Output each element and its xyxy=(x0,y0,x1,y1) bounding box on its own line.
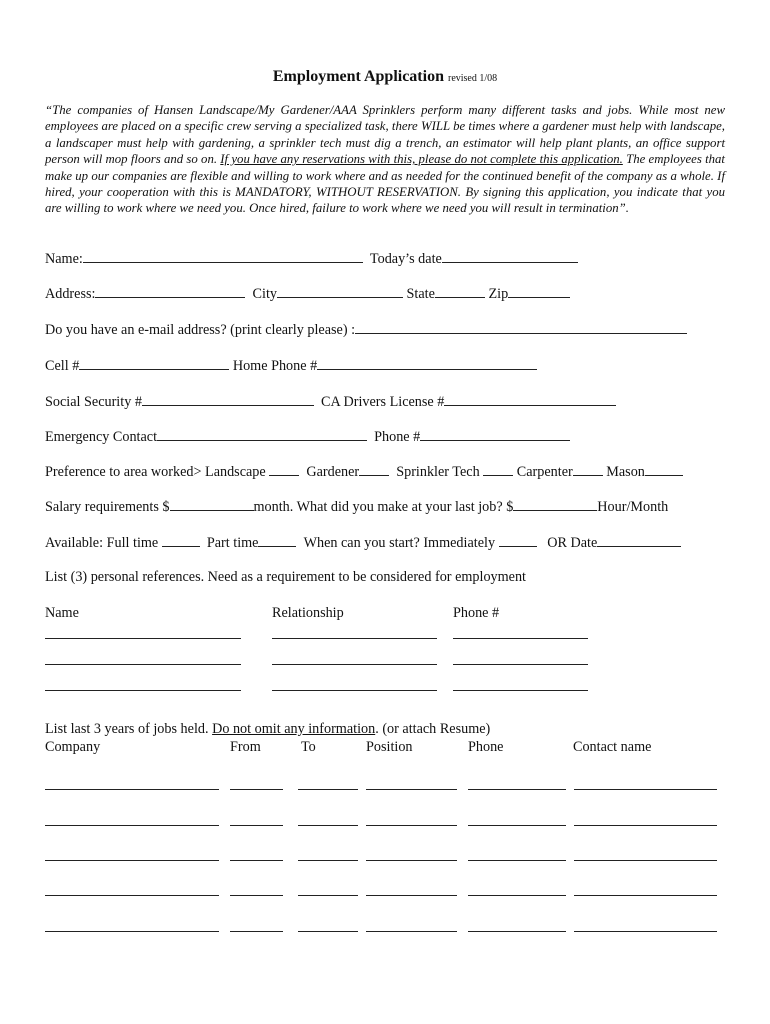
phone-row xyxy=(45,357,537,375)
ref-2-phone-field[interactable] xyxy=(453,664,588,665)
name-row xyxy=(45,250,578,268)
start-date-field[interactable] xyxy=(597,534,681,547)
job-4-to-field[interactable] xyxy=(298,895,358,896)
state-label: State xyxy=(406,286,435,302)
start-label: When can you start? Immediately xyxy=(303,535,496,551)
ref-1-relationship-field[interactable] xyxy=(272,638,437,639)
job-5-phone-field[interactable] xyxy=(468,931,566,932)
todays-date-label: Today’s date xyxy=(369,251,442,267)
emergency-phone-field[interactable] xyxy=(420,428,570,441)
job-5-contact-field[interactable] xyxy=(574,931,717,932)
job-2-company-field[interactable] xyxy=(45,825,219,826)
job-1-position-field[interactable] xyxy=(366,789,457,790)
job-3-phone-field[interactable] xyxy=(468,860,566,861)
intro-text-1: “The companies of Hansen Landscape/My Gardener/AAA Sprinklers perform many different tasks and jobs. While most new employees are placed on a specific crew serving a specialized task, there WILL be times where a gardener must help with landscape, a landscaper must help with gardening, a sprinkler tech must dig a trench, an estimator will help plant plants, an office support person will mop floors and so on. xyxy=(45,103,725,167)
salary-label: Salary requirements $ xyxy=(45,499,170,515)
job-3-position-field[interactable] xyxy=(366,860,457,861)
gardener-field[interactable] xyxy=(359,463,389,476)
preference-label: Preference to area worked> Landscape xyxy=(45,464,266,480)
job-2-position-field[interactable] xyxy=(366,825,457,826)
salary-field[interactable] xyxy=(170,498,254,511)
job-col-position: Position xyxy=(366,739,413,755)
carpenter-label: Carpenter xyxy=(516,464,573,480)
mason-label: Mason xyxy=(606,464,645,480)
cell-field[interactable] xyxy=(79,357,229,370)
id-row xyxy=(45,393,616,411)
home-phone-field[interactable] xyxy=(317,357,537,370)
intro-warning: If you have any reservations with this, please do not complete this application. xyxy=(220,152,623,167)
name-field[interactable] xyxy=(83,250,363,263)
emergency-contact-field[interactable] xyxy=(157,428,367,441)
carpenter-field[interactable] xyxy=(573,463,603,476)
job-5-company-field[interactable] xyxy=(45,931,219,932)
ref-3-relationship-field[interactable] xyxy=(272,690,437,691)
job-col-from: From xyxy=(230,739,261,755)
part-time-label: Part time xyxy=(206,535,259,551)
ref-2-name-field[interactable] xyxy=(45,664,241,665)
page-title xyxy=(0,68,770,86)
salary-row xyxy=(45,498,668,516)
ref-col-name: Name xyxy=(45,605,79,621)
ref-col-relationship: Relationship xyxy=(272,605,344,621)
emergency-phone-label: Phone # xyxy=(374,429,421,445)
state-field[interactable] xyxy=(435,285,485,298)
email-row xyxy=(45,321,687,339)
job-5-position-field[interactable] xyxy=(366,931,457,932)
job-1-phone-field[interactable] xyxy=(468,789,566,790)
zip-field[interactable] xyxy=(508,285,570,298)
job-3-company-field[interactable] xyxy=(45,860,219,861)
emergency-row xyxy=(45,428,570,446)
job-1-company-field[interactable] xyxy=(45,789,219,790)
zip-label: Zip xyxy=(488,286,509,302)
home-phone-label: Home Phone # xyxy=(232,358,318,374)
job-4-contact-field[interactable] xyxy=(574,895,717,896)
title-revision: revised 1/08 xyxy=(447,73,498,84)
ref-3-name-field[interactable] xyxy=(45,690,241,691)
drivers-license-label: CA Drivers License # xyxy=(321,394,445,410)
full-time-field[interactable] xyxy=(162,534,200,547)
ref-3-phone-field[interactable] xyxy=(453,690,588,691)
job-2-contact-field[interactable] xyxy=(574,825,717,826)
immediately-field[interactable] xyxy=(499,534,537,547)
ref-2-relationship-field[interactable] xyxy=(272,664,437,665)
sprinkler-tech-label: Sprinkler Tech xyxy=(396,464,480,480)
drivers-license-field[interactable] xyxy=(444,393,616,406)
todays-date-field[interactable] xyxy=(442,250,578,263)
address-field[interactable] xyxy=(95,285,245,298)
job-4-phone-field[interactable] xyxy=(468,895,566,896)
availability-row xyxy=(45,534,681,552)
job-3-to-field[interactable] xyxy=(298,860,358,861)
ssn-label: Social Security # xyxy=(45,394,142,410)
jobs-instruction-underlined: Do not omit any information xyxy=(212,721,376,737)
gardener-label: Gardener xyxy=(306,464,360,480)
references-instruction: List (3) personal references. Need as a requirement to be considered for employment xyxy=(45,569,526,585)
job-3-contact-field[interactable] xyxy=(574,860,717,861)
job-col-to: To xyxy=(301,739,316,755)
title-main: Employment Application xyxy=(272,68,444,85)
jobs-instruction-prefix: List last 3 years of jobs held. xyxy=(45,721,213,737)
job-1-contact-field[interactable] xyxy=(574,789,717,790)
cell-label: Cell # xyxy=(45,358,80,374)
ref-1-name-field[interactable] xyxy=(45,638,241,639)
job-2-from-field[interactable] xyxy=(230,825,283,826)
job-4-position-field[interactable] xyxy=(366,895,457,896)
jobs-instruction xyxy=(45,721,490,738)
address-row xyxy=(45,285,570,303)
preference-row xyxy=(45,463,683,481)
name-label: Name: xyxy=(45,251,83,267)
job-2-to-field[interactable] xyxy=(298,825,358,826)
sprinkler-tech-field[interactable] xyxy=(483,463,513,476)
address-label: Address: xyxy=(45,286,96,302)
last-job-label: month. What did you make at your last job? $ xyxy=(253,499,514,515)
job-1-from-field[interactable] xyxy=(230,789,283,790)
city-field[interactable] xyxy=(277,285,403,298)
full-time-label: Available: Full time xyxy=(45,535,159,551)
job-col-company: Company xyxy=(45,739,101,755)
job-5-from-field[interactable] xyxy=(230,931,283,932)
intro-paragraph xyxy=(45,102,725,217)
mason-field[interactable] xyxy=(645,463,683,476)
email-label: Do you have an e-mail address? (print clearly please) : xyxy=(45,322,356,338)
job-4-from-field[interactable] xyxy=(230,895,283,896)
part-time-field[interactable] xyxy=(258,534,296,547)
job-4-company-field[interactable] xyxy=(45,895,219,896)
hour-month-label: Hour/Month xyxy=(597,499,669,515)
job-col-contact: Contact name xyxy=(573,739,652,755)
ref-1-phone-field[interactable] xyxy=(453,638,588,639)
job-col-phone: Phone xyxy=(468,739,504,755)
job-3-from-field[interactable] xyxy=(230,860,283,861)
last-job-pay-field[interactable] xyxy=(513,498,597,511)
emergency-contact-label: Emergency Contact xyxy=(45,429,158,445)
job-5-to-field[interactable] xyxy=(298,931,358,932)
or-date-label: OR Date xyxy=(547,535,598,551)
email-field[interactable] xyxy=(355,321,687,334)
job-2-phone-field[interactable] xyxy=(468,825,566,826)
ssn-field[interactable] xyxy=(142,393,314,406)
intro-text-2: The employees that make up our companies are flexible and willing to work where and as needed for the continued benefit of the company as a whole. If hired, your cooperation with this is MANDATORY, WITHOUT RESERVATION. By signing this application, you indicate that you are willing to work where we need you. Once hired, failure to work where we need you will result in termination”. xyxy=(45,152,725,216)
ref-col-phone: Phone # xyxy=(453,605,500,621)
job-1-to-field[interactable] xyxy=(298,789,358,790)
landscape-field[interactable] xyxy=(269,463,299,476)
jobs-instruction-suffix: . (or attach Resume) xyxy=(375,721,491,737)
city-label: City xyxy=(252,286,277,302)
